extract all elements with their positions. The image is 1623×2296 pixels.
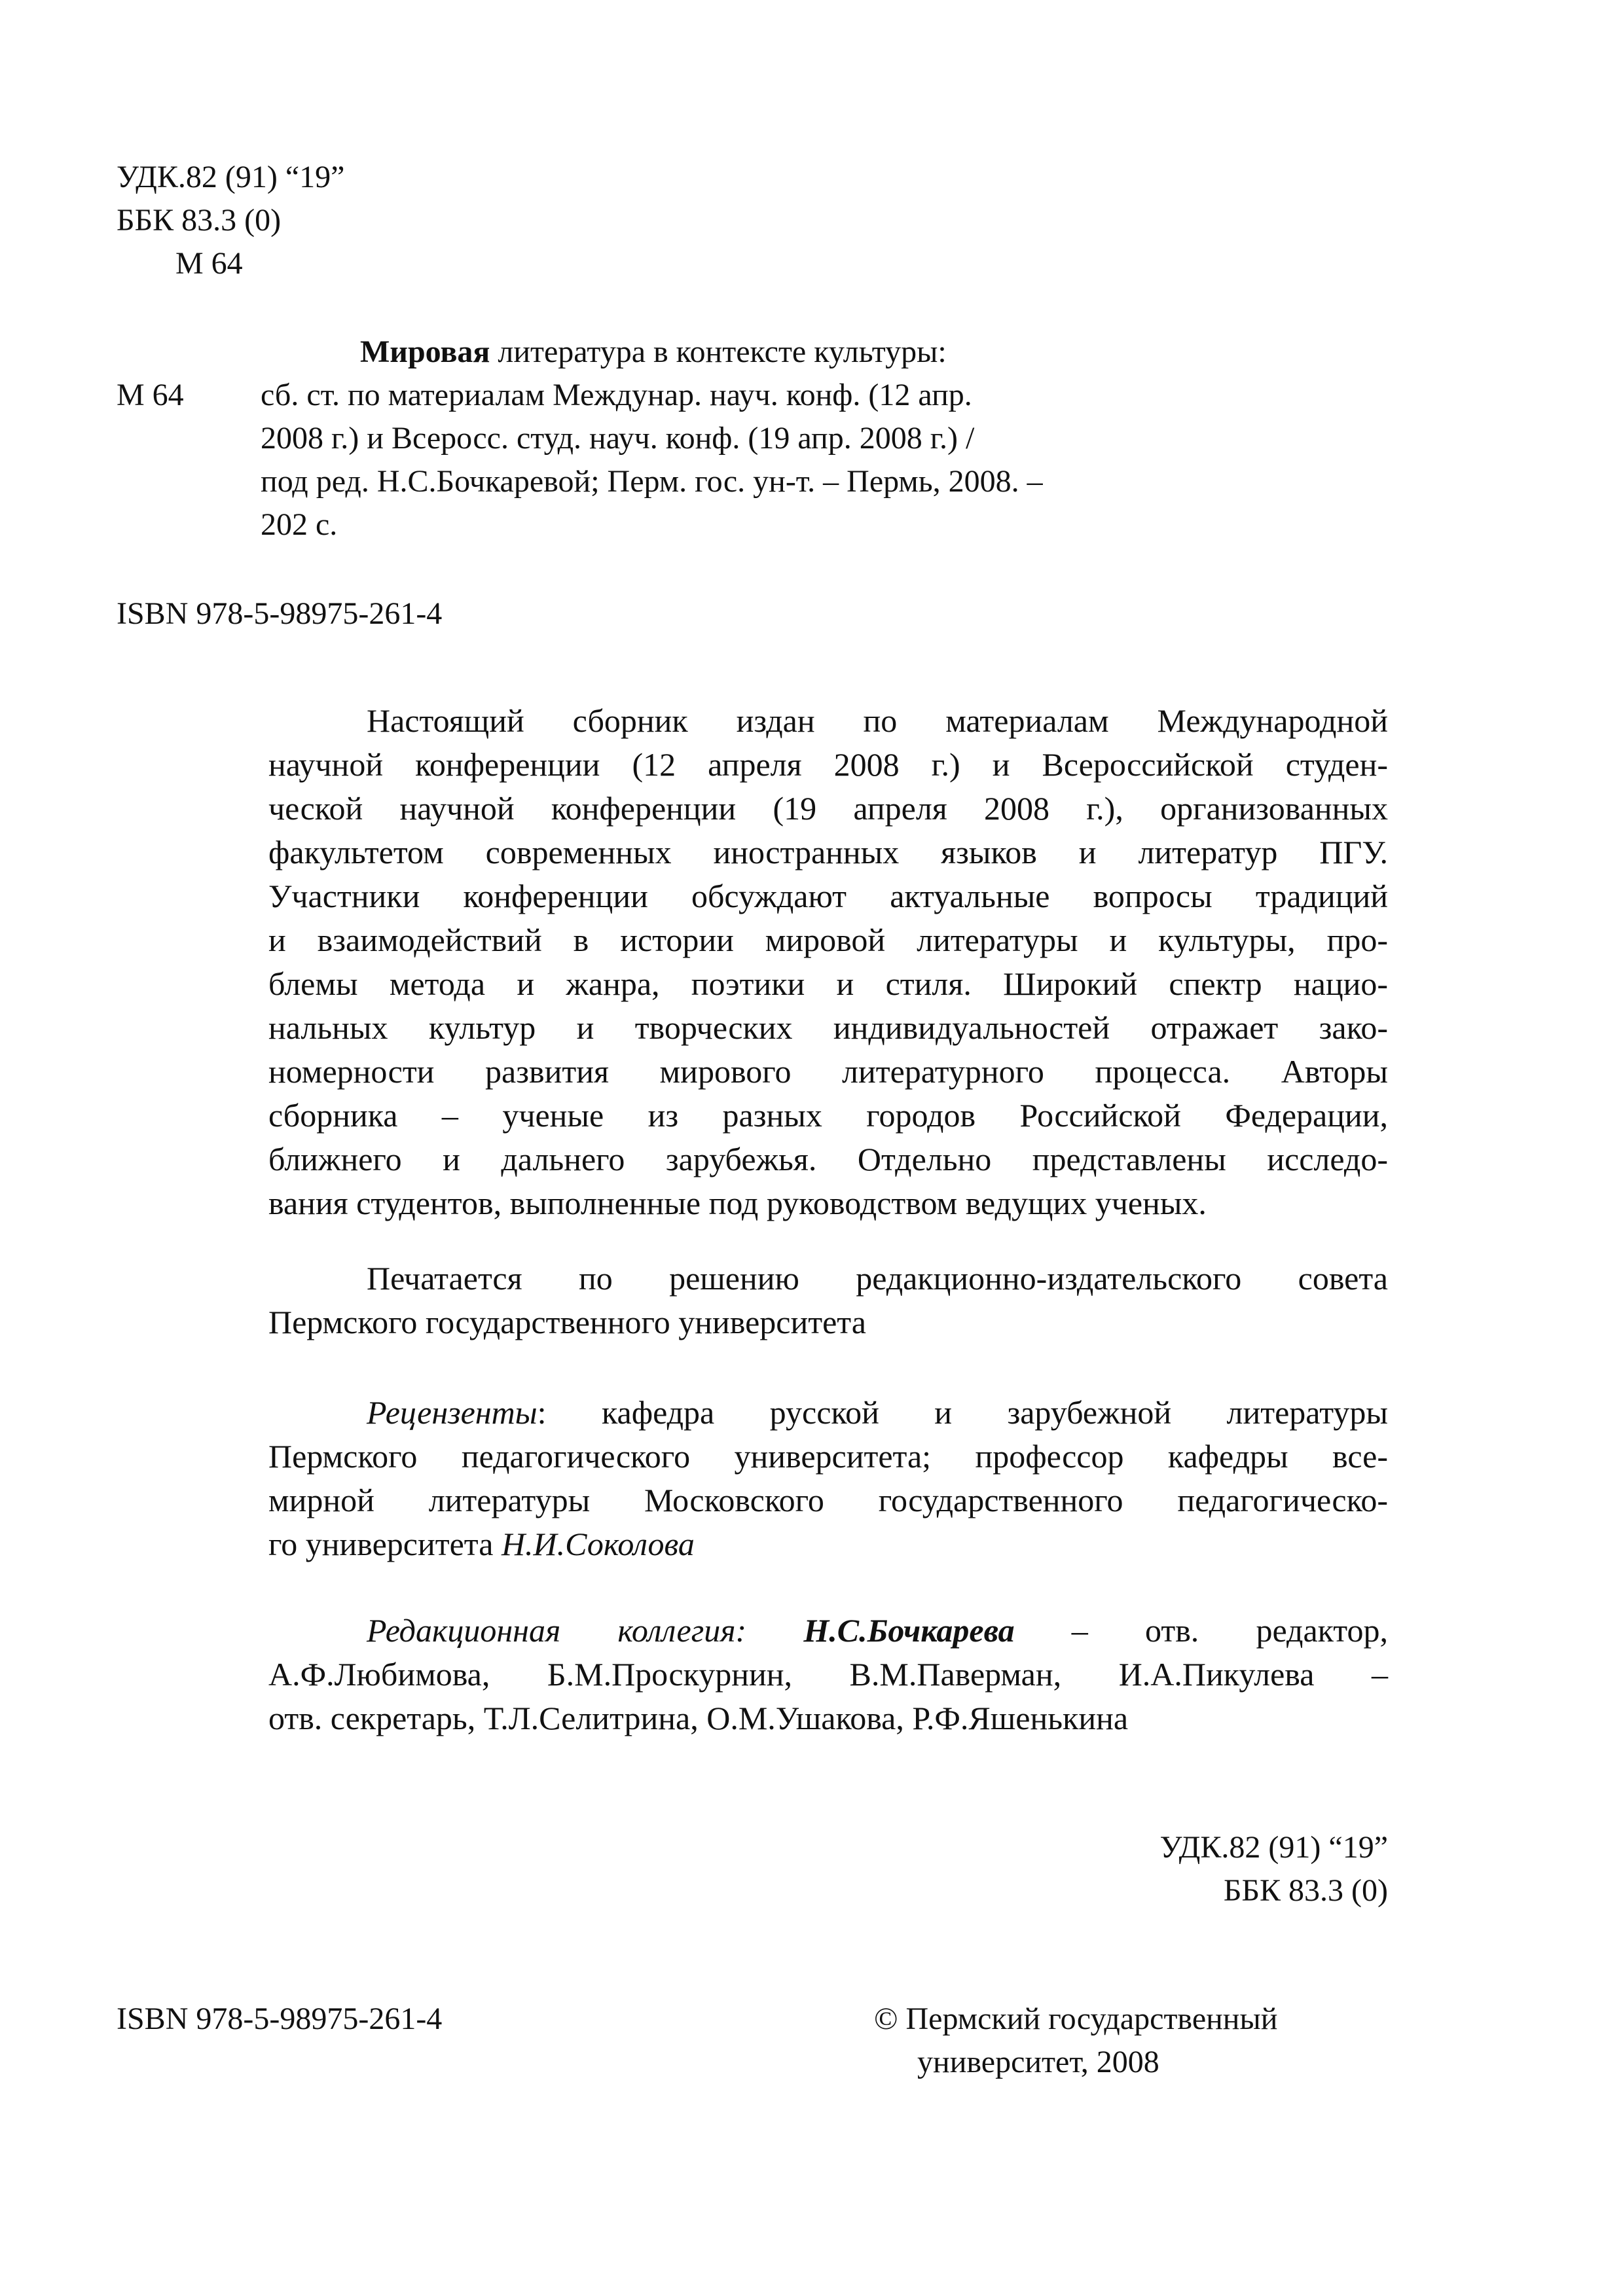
reviewers-line-2: Пермского педагогического университета; профессор кафедры все- <box>268 1438 1388 1475</box>
editorial-board-line-3: отв. секретарь, Т.Л.Селитрина, О.М.Ушакова, Р.Ф.Яшенькина <box>268 1700 1129 1736</box>
abstract-line: научной конференции (12 апреля 2008 г.) и Всероссийской студен- <box>268 746 1388 783</box>
book-title-rest: литература в контексте культуры: <box>490 334 947 369</box>
reviewers-paragraph <box>268 1391 1388 1566</box>
reviewers-line-1 <box>268 1391 1388 1435</box>
abstract-line: ческой научной конференции (19 апреля 2008 г.), организованных <box>268 790 1388 827</box>
editorial-board-line-1 <box>268 1609 1388 1653</box>
author-mark: М 64 <box>175 246 243 281</box>
editorial-board-line-1-rest: – отв. редактор, <box>1014 1612 1388 1649</box>
book-title-line <box>360 331 947 374</box>
editorial-board-paragraph <box>268 1609 1388 1740</box>
udk-code: УДК.82 (91) “19” <box>117 160 345 194</box>
abstract-paragraph <box>268 699 1388 1225</box>
reviewers-line-4 <box>268 1522 1388 1566</box>
copyright-line-1: © Пермский государственный <box>874 2001 1278 2036</box>
copyright-line-2: университет, 2008 <box>917 2045 1159 2079</box>
abstract-line: номерности развития мирового литературного процесса. Авторы <box>268 1053 1388 1090</box>
editorial-board-chief: Н.С.Бочкарева <box>803 1612 1015 1649</box>
publication-note <box>268 1257 1388 1344</box>
copyright-notice <box>874 1998 1277 2084</box>
abstract-line: Участники конференции обсуждают актуальные вопросы традиций <box>268 878 1388 914</box>
reviewers-line-3: мирной литературы Московского государственного педагогическо- <box>268 1482 1388 1518</box>
bibliography-side-mark: М 64 <box>117 378 184 412</box>
abstract-line: Настоящий сборник издан по материалам Международной <box>367 702 1388 739</box>
book-title-bold: Мировая <box>360 334 490 369</box>
editorial-board-label: Редакционная коллегия: <box>367 1612 804 1649</box>
abstract-line: ближнего и дальнего зарубежья. Отдельно представлены исследо- <box>268 1141 1388 1177</box>
bibliography-line-3: под ред. Н.С.Бочкаревой; Перм. гос. ун-т. – Пермь, 2008. – <box>261 464 1043 499</box>
abstract-line: нальных культур и творческих индивидуальностей отражает зако- <box>268 1009 1388 1046</box>
footer-udk: УДК.82 (91) “19” <box>1159 1830 1388 1865</box>
reviewer-name: Н.И.Соколова <box>501 1526 695 1562</box>
reviewers-line-4-start: го университета <box>268 1526 501 1562</box>
reviewers-label: Рецензенты <box>367 1394 538 1431</box>
abstract-line: вания студентов, выполненные под руководством ведущих ученых. <box>268 1185 1207 1221</box>
bibliography-line-4: 202 с. <box>261 507 338 542</box>
abstract-line: сборника – ученые из разных городов Российской Федерации, <box>268 1097 1388 1134</box>
bibliography-line-1: сб. ст. по материалам Междунар. науч. конф. (12 апр. <box>261 378 972 412</box>
footer-classification <box>1160 1826 1388 1912</box>
bbk-code: ББК 83.3 (0) <box>117 203 282 238</box>
publication-note-line: Печатается по решению редакционно-издательского совета <box>367 1260 1388 1297</box>
abstract-line: факультетом современных иностранных языков и литератур ПГУ. <box>268 834 1388 870</box>
footer-isbn: ISBN 978-5-98975-261-4 <box>117 2001 443 2036</box>
bibliography-line-2: 2008 г.) и Всеросс. студ. науч. конф. (19 апр. 2008 г.) / <box>261 421 975 456</box>
abstract-line: и взаимодействий в истории мировой литературы и культуры, про- <box>268 922 1388 958</box>
editorial-board-line-2: А.Ф.Любимова, Б.М.Проскурнин, В.М.Паверман, И.А.Пикулева – <box>268 1656 1388 1693</box>
reviewers-line-1-rest: : кафедра русской и зарубежной литературы <box>537 1394 1388 1431</box>
isbn-top: ISBN 978-5-98975-261-4 <box>117 596 443 631</box>
abstract-line: блемы метода и жанра, поэтики и стиля. Широкий спектр нацио- <box>268 965 1388 1002</box>
footer-bbk: ББК 83.3 (0) <box>1223 1873 1388 1908</box>
publication-note-line: Пермского государственного университета <box>268 1304 866 1340</box>
